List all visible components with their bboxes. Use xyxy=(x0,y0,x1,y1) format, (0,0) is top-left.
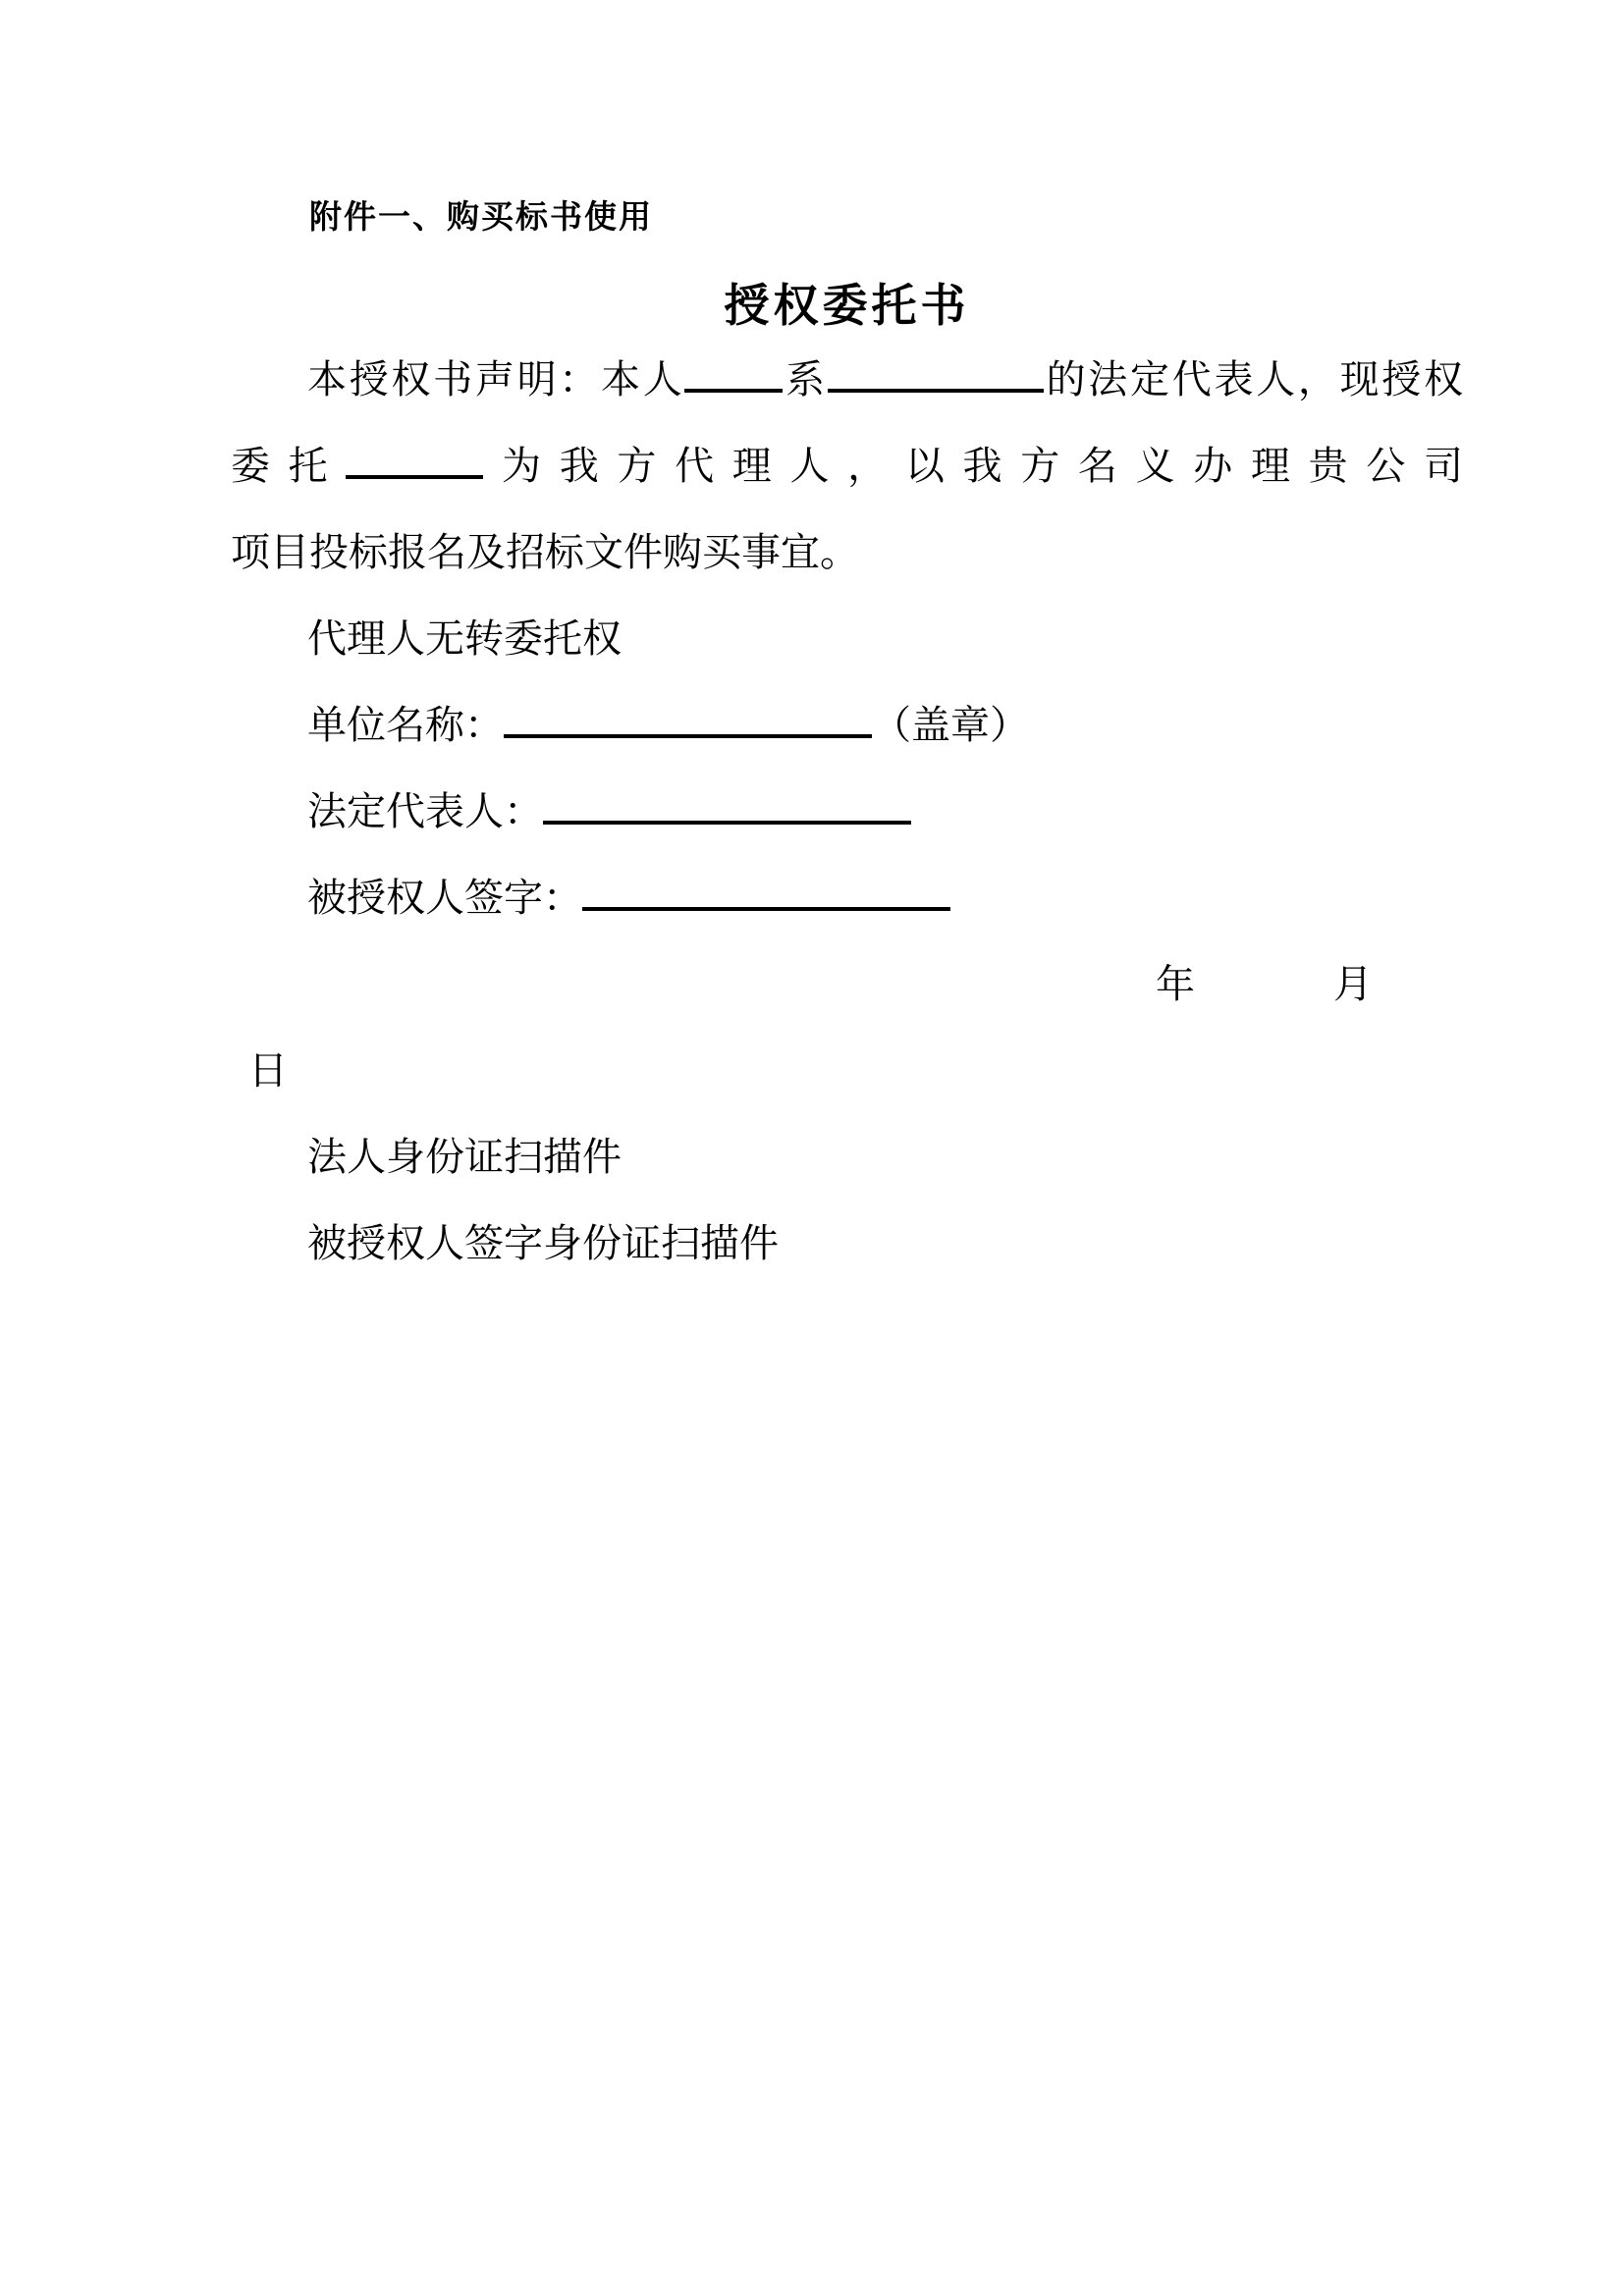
unit-name-line xyxy=(231,682,1463,769)
blank-unit-name xyxy=(504,701,872,738)
blank-agent-name xyxy=(346,442,483,479)
no-transfer-clause-line xyxy=(231,596,1463,682)
month-label: 月 xyxy=(1333,962,1373,1006)
blank-company-name xyxy=(828,355,1044,393)
blank-authorized-signature xyxy=(582,874,950,911)
legal-id-scan-text: 法人身份证扫描件 xyxy=(307,1135,622,1179)
day-line xyxy=(231,1028,1463,1114)
legal-rep-label: 法定代表人： xyxy=(307,789,543,833)
blank-legal-rep-signature xyxy=(543,787,911,825)
legal-rep-line xyxy=(231,769,1463,855)
attachment-heading: 附件一、购买标书使用 xyxy=(309,200,653,236)
paragraph-line-1 xyxy=(231,337,1463,423)
no-transfer-clause-text: 代理人无转委托权 xyxy=(307,616,622,661)
declaration-text-1: 本授权书声明：本人 xyxy=(307,357,685,401)
entrust-text-2: 为我方代理人，以我方名义办理贵公司 xyxy=(483,444,1464,488)
entrust-text-1: 委托 xyxy=(231,444,347,488)
authorized-signer-line xyxy=(231,855,1463,941)
declaration-text-3: 的法定代表人，现授权 xyxy=(1043,357,1464,401)
seal-note: （盖章） xyxy=(872,703,1029,747)
blank-principal-name xyxy=(684,355,783,393)
year-label: 年 xyxy=(1156,962,1195,1006)
paragraph-line-2 xyxy=(231,423,1463,509)
day-label: 日 xyxy=(248,1048,288,1093)
legal-id-scan-line xyxy=(231,1114,1463,1201)
authorized-id-scan-line xyxy=(231,1201,1463,1287)
scope-text: 项目投标报名及招标文件购买事宜。 xyxy=(231,530,859,574)
paragraph-line-3 xyxy=(231,509,1463,596)
authorized-signer-label: 被授权人签字： xyxy=(307,876,582,920)
unit-name-label: 单位名称： xyxy=(307,703,504,747)
authorized-id-scan-text: 被授权人签字身份证扫描件 xyxy=(307,1221,779,1265)
declaration-text-2: 系 xyxy=(783,357,828,401)
page-title: 授权委托书 xyxy=(724,281,970,331)
date-line xyxy=(231,941,1463,1028)
